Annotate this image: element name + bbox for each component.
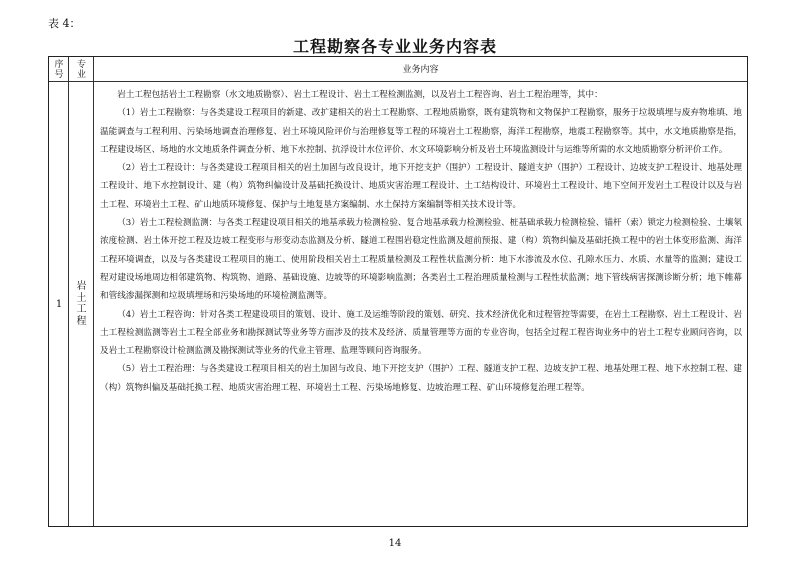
row-number: 1 — [55, 298, 63, 310]
major-name: 岩土工程 — [76, 281, 87, 327]
header-cell-major — [69, 57, 94, 82]
page-title: 工程勘察各专业业务内容表 — [292, 37, 497, 56]
page-number: 14 — [388, 538, 402, 549]
major-cell — [69, 82, 94, 526]
header-major-label: 专业 — [76, 59, 86, 80]
table-label: 表 4： — [48, 17, 81, 30]
content-item-monitoring: （3）岩土工程检测监测：与各类工程建设项目相关的地基承载力检测检验、复合地基承载力检测检验、桩基础承载力检测检验、锚杆（索）锁定力检测检验、土壤氡浓度检测、岩土体开挖工程及边坡工程变形与形变动态监测及分析、隧道工程围岩稳定性监测及超前预报、建（构）筑物纠偏及基础托换工程中的岩土体变形监测、海洋工程环境调查，以及与各类建设工程项目的施工、使用阶段相关岩土工程质量检测及工程性状监测分析：地下水渗流及水位、孔隙水压力、水质、水量等的监测；建设工程对建设场地周边相邻建筑物、构筑物、道路、基础设施、边坡等的环境影响监测；各类岩土工程治理质量检测与工程性状监测；地下管线病害探测诊断分析；地下帷幕和管线渗漏探测和垃圾填埋场和污染场地的环境检测监测等。 — [100, 218, 742, 302]
header-content-label: 业务内容 — [402, 64, 439, 75]
content-cell — [100, 86, 742, 397]
header-cell-content — [94, 57, 747, 82]
header-cell-no — [49, 57, 69, 82]
content-intro: 岩土工程包括岩土工程勘察（水文地质勘察）、岩土工程设计、岩土工程检测监测，以及岩土工程咨询、岩土工程治理等，其中： — [117, 90, 603, 100]
content-item-design: （2）岩土工程设计：与各类建设工程项目相关的岩土加固与改良设计，地下开挖支护（围护）工程设计、隧道支护（围护）工程设计、边坡支护工程设计、地基处理工程设计、地下水控制设计、建（构）筑物纠偏设计及基础托换设计、地质灾害治理工程设计、土工结构设计、环境岩土工程设计、地下空间开发岩土工程设计以及与岩土工程、环境岩土工程、矿山地质环境修复、保护与土地复垦方案编制、水土保持方案编制等相关技术设计等。 — [100, 163, 742, 210]
content-item-survey: （1）岩土工程勘察：与各类建设工程项目的新建、改扩建相关的岩土工程勘察、工程地质勘察，既有建筑物和文物保护工程勘察，服务于垃圾填埋与废弃物堆填、地温能调查与工程利用、污染场地调查治理修复、岩土环境风险评价与治理修复等工程的环境岩土工程勘察，海洋工程勘察，地震工程勘察等。其中，水文地质勘察是指，工程建设场区、场地的水文地质条件调查分析、地下水控制、抗浮设计水位评价、水文环境影响分析及岩土环境监测设计与运维等所需的水文地质勘察分析评价工作。 — [100, 108, 742, 155]
header-no-label: 序号 — [54, 59, 64, 80]
content-item-treatment: （5）岩土工程治理：与各类建设工程项目相关的岩土加固与改良、地下开挖支护（围护）工程、隧道支护工程、边坡支护工程、地基处理工程、地下水控制工程、建（构）筑物纠偏及基础托换工程、地质灾害治理工程、环境岩土工程、污染场地修复、边坡治理工程、矿山环境修复治理工程等。 — [100, 364, 742, 393]
business-content-table — [48, 56, 748, 527]
content-item-consulting: （4）岩土工程咨询：针对各类工程建设项目的策划、设计、施工及运维等阶段的策划、研究、技术经济优化和过程管控等需要，在岩土工程勘察、岩土工程设计、岩土工程检测监测等岩土工程全部业务和勘探测试等业务等方面涉及的技术及经济、质量管理等方面的专业咨询，包括全过程工程咨询业务中的岩土工程专业顾问咨询，以及岩土工程勘察设计检测监测及勘探测试等业务的代业主管理、监理等顾问咨询服务。 — [100, 309, 742, 357]
table-header-row — [49, 57, 747, 82]
row-number-cell — [49, 82, 69, 526]
